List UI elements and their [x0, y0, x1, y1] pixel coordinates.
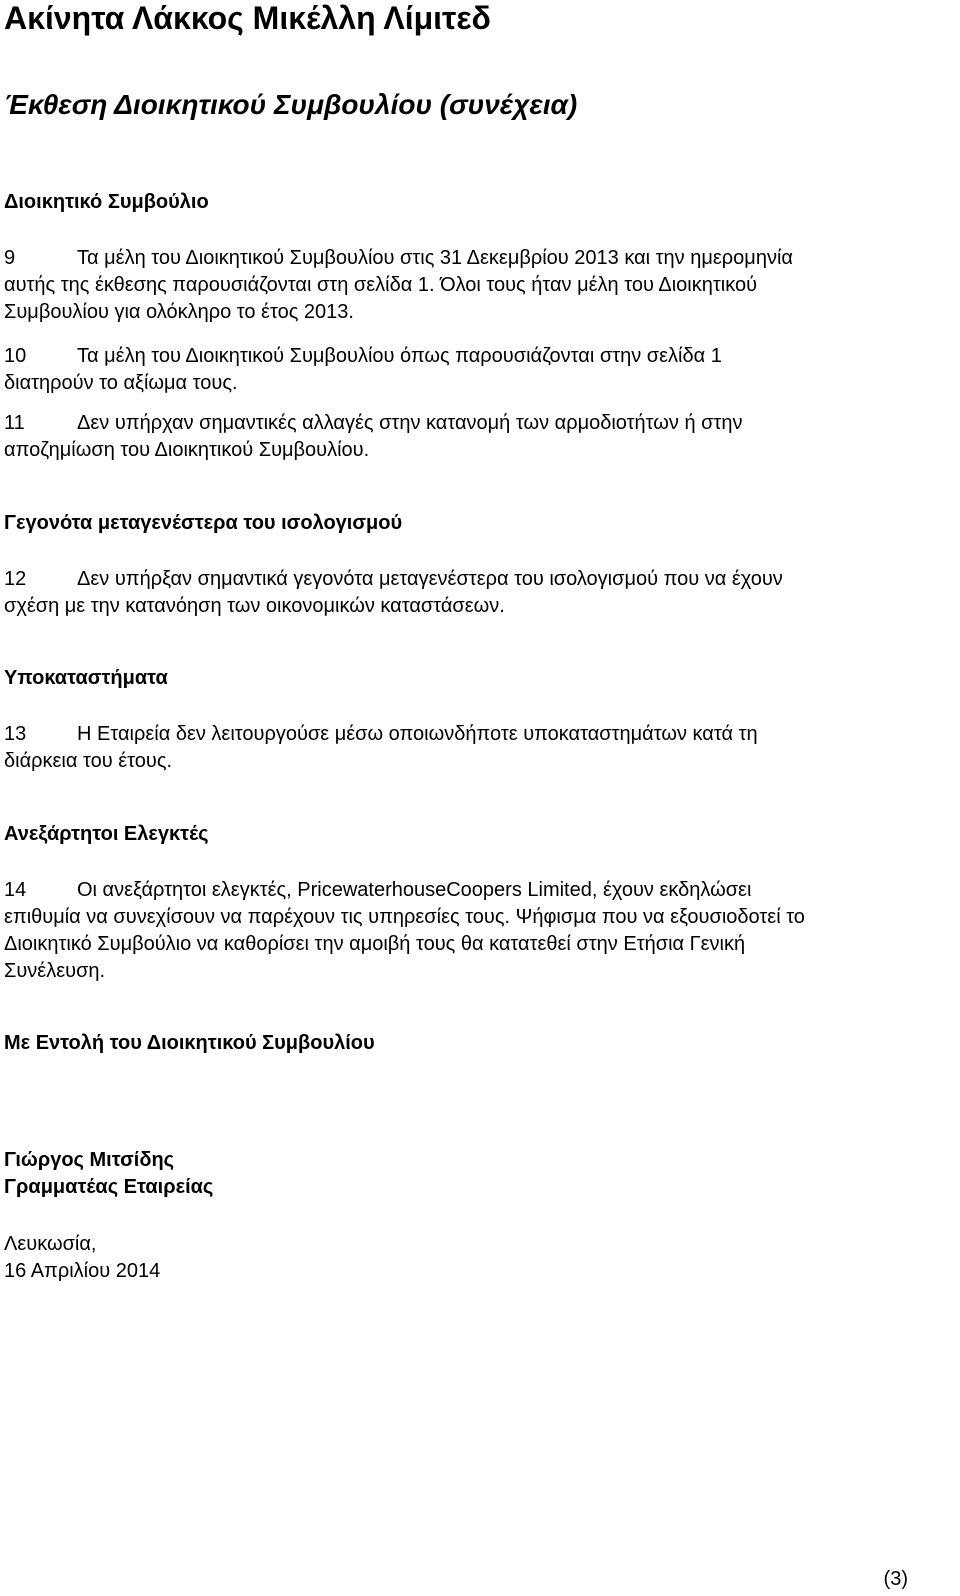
paragraph-text: Διοικητικό Συμβούλιο να καθορίσει την αμοιβή τους θα κατατεθεί στην Ετήσια Γενική	[4, 933, 746, 955]
paragraph-text: σχέση με την κατανόηση των οικονομικών καταστάσεων.	[4, 595, 505, 617]
paragraph-line	[4, 566, 954, 593]
paragraph-number: 11	[4, 412, 25, 434]
paragraph-9	[4, 245, 954, 326]
paragraph-text: Τα μέλη του Διοικητικού Συμβουλίου στις 31 Δεκεμβρίου 2013 και την ημερομηνία	[77, 247, 793, 269]
signing-place: Λευκωσία,	[4, 1233, 97, 1255]
paragraph-number: 14	[4, 879, 27, 901]
paragraph-text: Τα μέλη του Διοικητικού Συμβουλίου όπως παρουσιάζονται στην σελίδα 1	[77, 345, 722, 367]
paragraph-11	[4, 410, 954, 464]
page-number: (3)	[883, 1568, 908, 1590]
paragraph-12	[4, 566, 954, 620]
paragraph-line	[4, 343, 954, 370]
report-title: Έκθεση Διοικητικού Συμβουλίου (συνέχεια)	[4, 89, 578, 120]
paragraph-text: Συμβουλίου για ολόκληρο το έτος 2013.	[4, 301, 354, 323]
section-heading-auditors: Ανεξάρτητοι Ελεγκτές	[4, 823, 209, 845]
signatory-role: Γραμματέας Εταιρείας	[4, 1176, 214, 1198]
paragraph-text: επιθυμία να συνεχίσουν να παρέχουν τις υπηρεσίες τους. Ψήφισμα που να εξουσιοδοτεί το	[4, 906, 805, 928]
paragraph-13	[4, 721, 954, 775]
paragraph-text: αυτής της έκθεσης παρουσιάζονται στη σελίδα 1. Όλοι τους ήταν μέλη του Διοικητικού	[4, 274, 758, 296]
paragraph-14	[4, 877, 954, 985]
paragraph-line	[4, 877, 954, 904]
paragraph-10	[4, 343, 954, 397]
signatory-name: Γιώργος Μιτσίδης	[4, 1149, 175, 1171]
paragraph-number: 13	[4, 723, 27, 745]
paragraph-text: Οι ανεξάρτητοι ελεγκτές, PricewaterhouseCoopers Limited, έχουν εκδηλώσει	[77, 879, 752, 901]
paragraph-text: διάρκεια του έτους.	[4, 750, 173, 772]
section-heading-post-balance-events: Γεγονότα μεταγενέστερα του ισολογισμού	[4, 512, 403, 534]
paragraph-number: 9	[4, 247, 16, 269]
paragraph-number: 12	[4, 568, 27, 590]
paragraph-text: διατηρούν το αξίωμα τους.	[4, 372, 238, 394]
paragraph-line	[4, 721, 954, 748]
paragraph-text: αποζημίωση του Διοικητικού Συμβουλίου.	[4, 439, 370, 461]
company-name: Ακίνητα Λάκκος Μικέλλη Λίμιτεδ	[4, 0, 491, 36]
paragraph-text: Συνέλευση.	[4, 960, 106, 982]
paragraph-text: Η Εταιρεία δεν λειτουργούσε μέσω οποιωνδήποτε υποκαταστημάτων κατά τη	[77, 723, 758, 745]
section-heading-board: Διοικητικό Συμβούλιο	[4, 191, 209, 213]
by-order-of-board: Με Εντολή του Διοικητικού Συμβουλίου	[4, 1032, 375, 1054]
signing-date: 16 Απριλίου 2014	[4, 1260, 161, 1282]
paragraph-line	[4, 245, 954, 272]
paragraph-text: Δεν υπήρξαν σημαντικά γεγονότα μεταγενέστερα του ισολογισμού που να έχουν	[77, 568, 783, 590]
paragraph-line	[4, 410, 954, 437]
paragraph-number: 10	[4, 345, 27, 367]
paragraph-text: Δεν υπήρχαν σημαντικές αλλαγές στην κατανομή των αρμοδιοτήτων ή στην	[77, 412, 743, 434]
section-heading-branches: Υποκαταστήματα	[4, 667, 168, 689]
